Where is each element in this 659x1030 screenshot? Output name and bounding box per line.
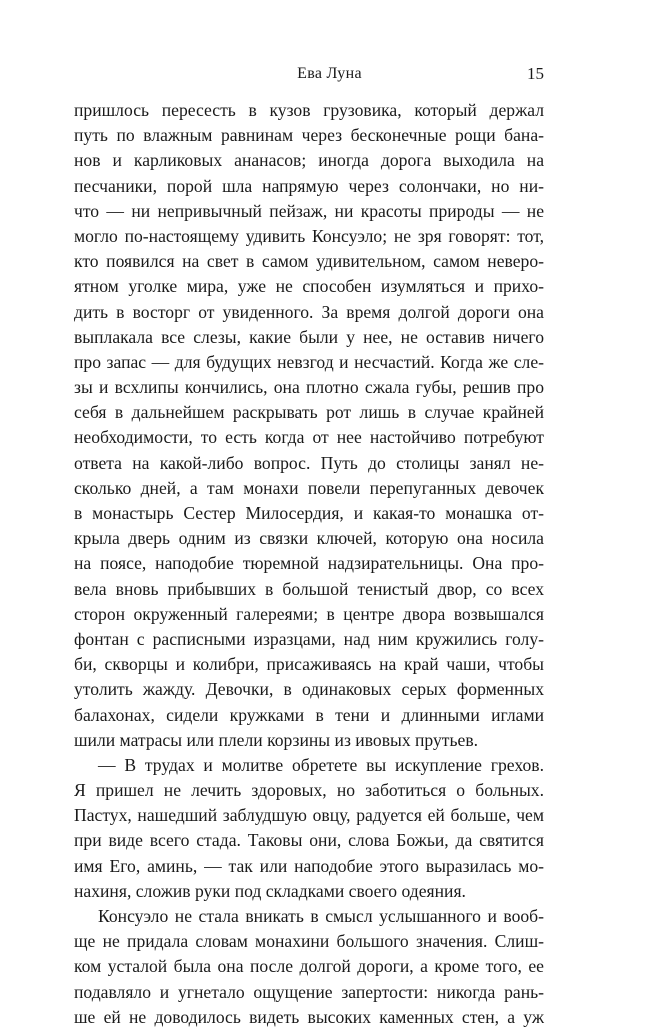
text-line: при виде всего стада. Таковы они, слова Божьи, да святится (74, 830, 544, 851)
text-line: Консуэло не стала вникать в смысл услышанного и вооб- (98, 906, 544, 926)
text-line: необходимости, то есть когда от нее настойчиво потребуют (74, 427, 544, 448)
text-line: сколько дней, а там монахи повели перепуганных девочек (74, 477, 544, 498)
text-line: пришлось пересесть в кузов грузовика, который держал (74, 100, 544, 120)
page-number: 15 (527, 64, 544, 83)
running-title: Ева Луна (297, 65, 362, 82)
text-line: би, скворцы и колибри, присаживаясь на край чаши, чтобы (74, 654, 544, 675)
text-line: нахиня, сложив руки под складками своего одеяния. (74, 880, 466, 901)
text-line: песчаники, порой шла напрямую через солончаки, но ни- (74, 175, 544, 196)
text-line: выплакала все слезы, какие были у нее, не оставив ничего (74, 326, 544, 347)
text-line: балахонах, сидели кружками в тени и длинными иглами (74, 704, 544, 725)
text-line: кто появился на свет в самом удивительном, самом неверо- (74, 251, 544, 272)
text-line: фонтан с расписными изразцами, над ним кружились голу- (74, 628, 544, 649)
text-line: Пастух, нашедший заблудшую овцу, радуется ей больше, чем (74, 805, 544, 826)
text-line: подавляло и угнетало ощущение запертости: никогда рань- (74, 981, 544, 1002)
text-line: про запас — для будущих невзгод и несчастий. Когда же сле- (74, 351, 544, 372)
text-line: сторон окруженный галереями; в центре двора возвышался (74, 603, 544, 624)
text-line: что — ни непривычный пейзаж, ни красоты природы — не (74, 200, 544, 221)
text-line: себя в дальнейшем раскрывать рот лишь в случае крайней (74, 402, 544, 423)
text-line: ще не придала словам монахини большого значения. Слиш- (74, 931, 544, 952)
text-line: ятном уголке мира, уже не способен изумляться и прихо- (74, 276, 544, 297)
text-line: имя Его, аминь, — так или наподобие этого выразилась мо- (74, 855, 544, 876)
text-line: крыла дверь одним из связки ключей, которую она носила (74, 528, 544, 549)
text-line: ше ей не доводилось видеть высоких каменных стен, а уж (74, 1006, 544, 1027)
body-text (74, 98, 544, 1030)
text-line: путь по влажным равнинам через бесконечные рощи бана- (74, 125, 544, 146)
text-line: нов и карликовых ананасов; иногда дорога выходила на (74, 150, 544, 171)
text-line: ответа на какой-либо вопрос. Путь до столицы занял не- (74, 452, 544, 473)
text-line: ком усталой была она после долгой дороги, а кроме того, ее (74, 956, 544, 977)
text-line: зы и всхлипы кончились, она плотно сжала губы, решив про (74, 377, 544, 398)
text-line: на поясе, наподобие тюремной надзирательницы. Она про- (74, 553, 544, 574)
text-line: Я пришел не лечить здоровых, но заботиться о больных. (74, 780, 544, 801)
text-line: в монастырь Сестер Милосердия, и какая-то монашка от- (74, 503, 544, 523)
text-line: утолить жажду. Девочки, в одинаковых серых форменных (74, 679, 544, 700)
text-line: вела вновь прибывших в большой тенистый двор, со всех (74, 578, 544, 599)
text-line: — В трудах и молитве обретете вы искупление грехов. (98, 754, 544, 775)
text-line: дить в восторг от увиденного. За время долгой дороги она (74, 301, 544, 322)
text-line: могло по-настоящему удивить Консуэло; не зря говорят: тот, (74, 225, 544, 246)
text-line: шили матрасы или плели корзины из ивовых прутьев. (74, 729, 479, 750)
